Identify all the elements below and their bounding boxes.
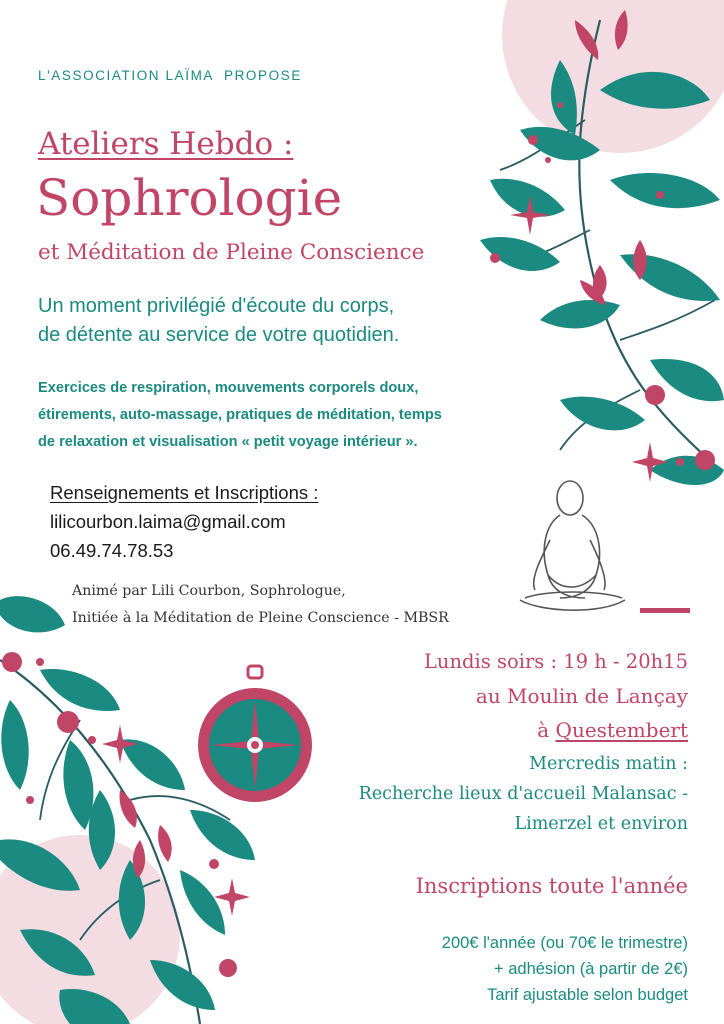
activities — [38, 375, 442, 456]
schedule-venue: au Moulin de Lançay — [475, 684, 688, 708]
schedule-town-line — [268, 713, 688, 747]
tagline-line-1: Un moment privilégié d'écoute du corps, — [38, 295, 395, 317]
pricing-line-3: Tarif ajustable selon budget — [487, 986, 688, 1004]
association-presenter: L'ASSOCIATION LAÏMA PROPOSE — [38, 68, 302, 83]
accent-bar — [640, 608, 690, 613]
contact-phone[interactable]: 06.49.74.78.53 — [50, 540, 174, 561]
contact-heading: Renseignements et Inscriptions : — [50, 482, 319, 503]
contact-block — [50, 478, 318, 565]
schedule-search-line-2: Limerzel et environ — [514, 814, 688, 834]
title-ateliers: Ateliers Hebdo : — [38, 126, 294, 162]
activities-line-2: étirements, auto-massage, pratiques de méditation, temps — [38, 407, 442, 423]
title-sophrologie: Sophrologie — [36, 169, 343, 227]
tagline-line-2: de détente au service de votre quotidien. — [38, 324, 400, 346]
pricing-line-1: 200€ l'année (ou 70€ le trimestre) — [441, 934, 688, 952]
schedule — [268, 645, 688, 839]
contact-email[interactable]: lilicourbon.laima@gmail.com — [50, 511, 286, 532]
schedule-monday — [268, 645, 688, 679]
facilitator-line-2: Initiée à la Méditation de Pleine Conscience - MBSR — [72, 610, 449, 626]
pricing — [442, 930, 688, 1008]
schedule-town-prefix: à — [537, 718, 556, 742]
meditating-person-icon — [520, 481, 625, 610]
registration-note: Inscriptions toute l'année — [415, 874, 688, 898]
facilitator — [72, 578, 449, 632]
schedule-town: Questembert — [555, 718, 688, 742]
schedule-monday-label: Lundis soirs — [423, 650, 545, 673]
tagline — [38, 292, 399, 350]
subtitle: et Méditation de Pleine Conscience — [38, 240, 425, 265]
schedule-wednesday: Mercredis matin : — [529, 754, 688, 774]
pricing-line-2: + adhésion (à partir de 2€) — [494, 960, 688, 978]
schedule-search-line-1: Recherche lieux d'accueil Malansac - — [358, 784, 688, 804]
schedule-monday-time: : 19 h - 20h15 — [544, 650, 688, 673]
activities-line-1: Exercices de respiration, mouvements corporels doux, — [38, 380, 419, 396]
activities-line-3: de relaxation et visualisation « petit voyage intérieur ». — [38, 434, 418, 450]
facilitator-line-1: Animé par Lili Courbon, Sophrologue, — [72, 583, 346, 599]
